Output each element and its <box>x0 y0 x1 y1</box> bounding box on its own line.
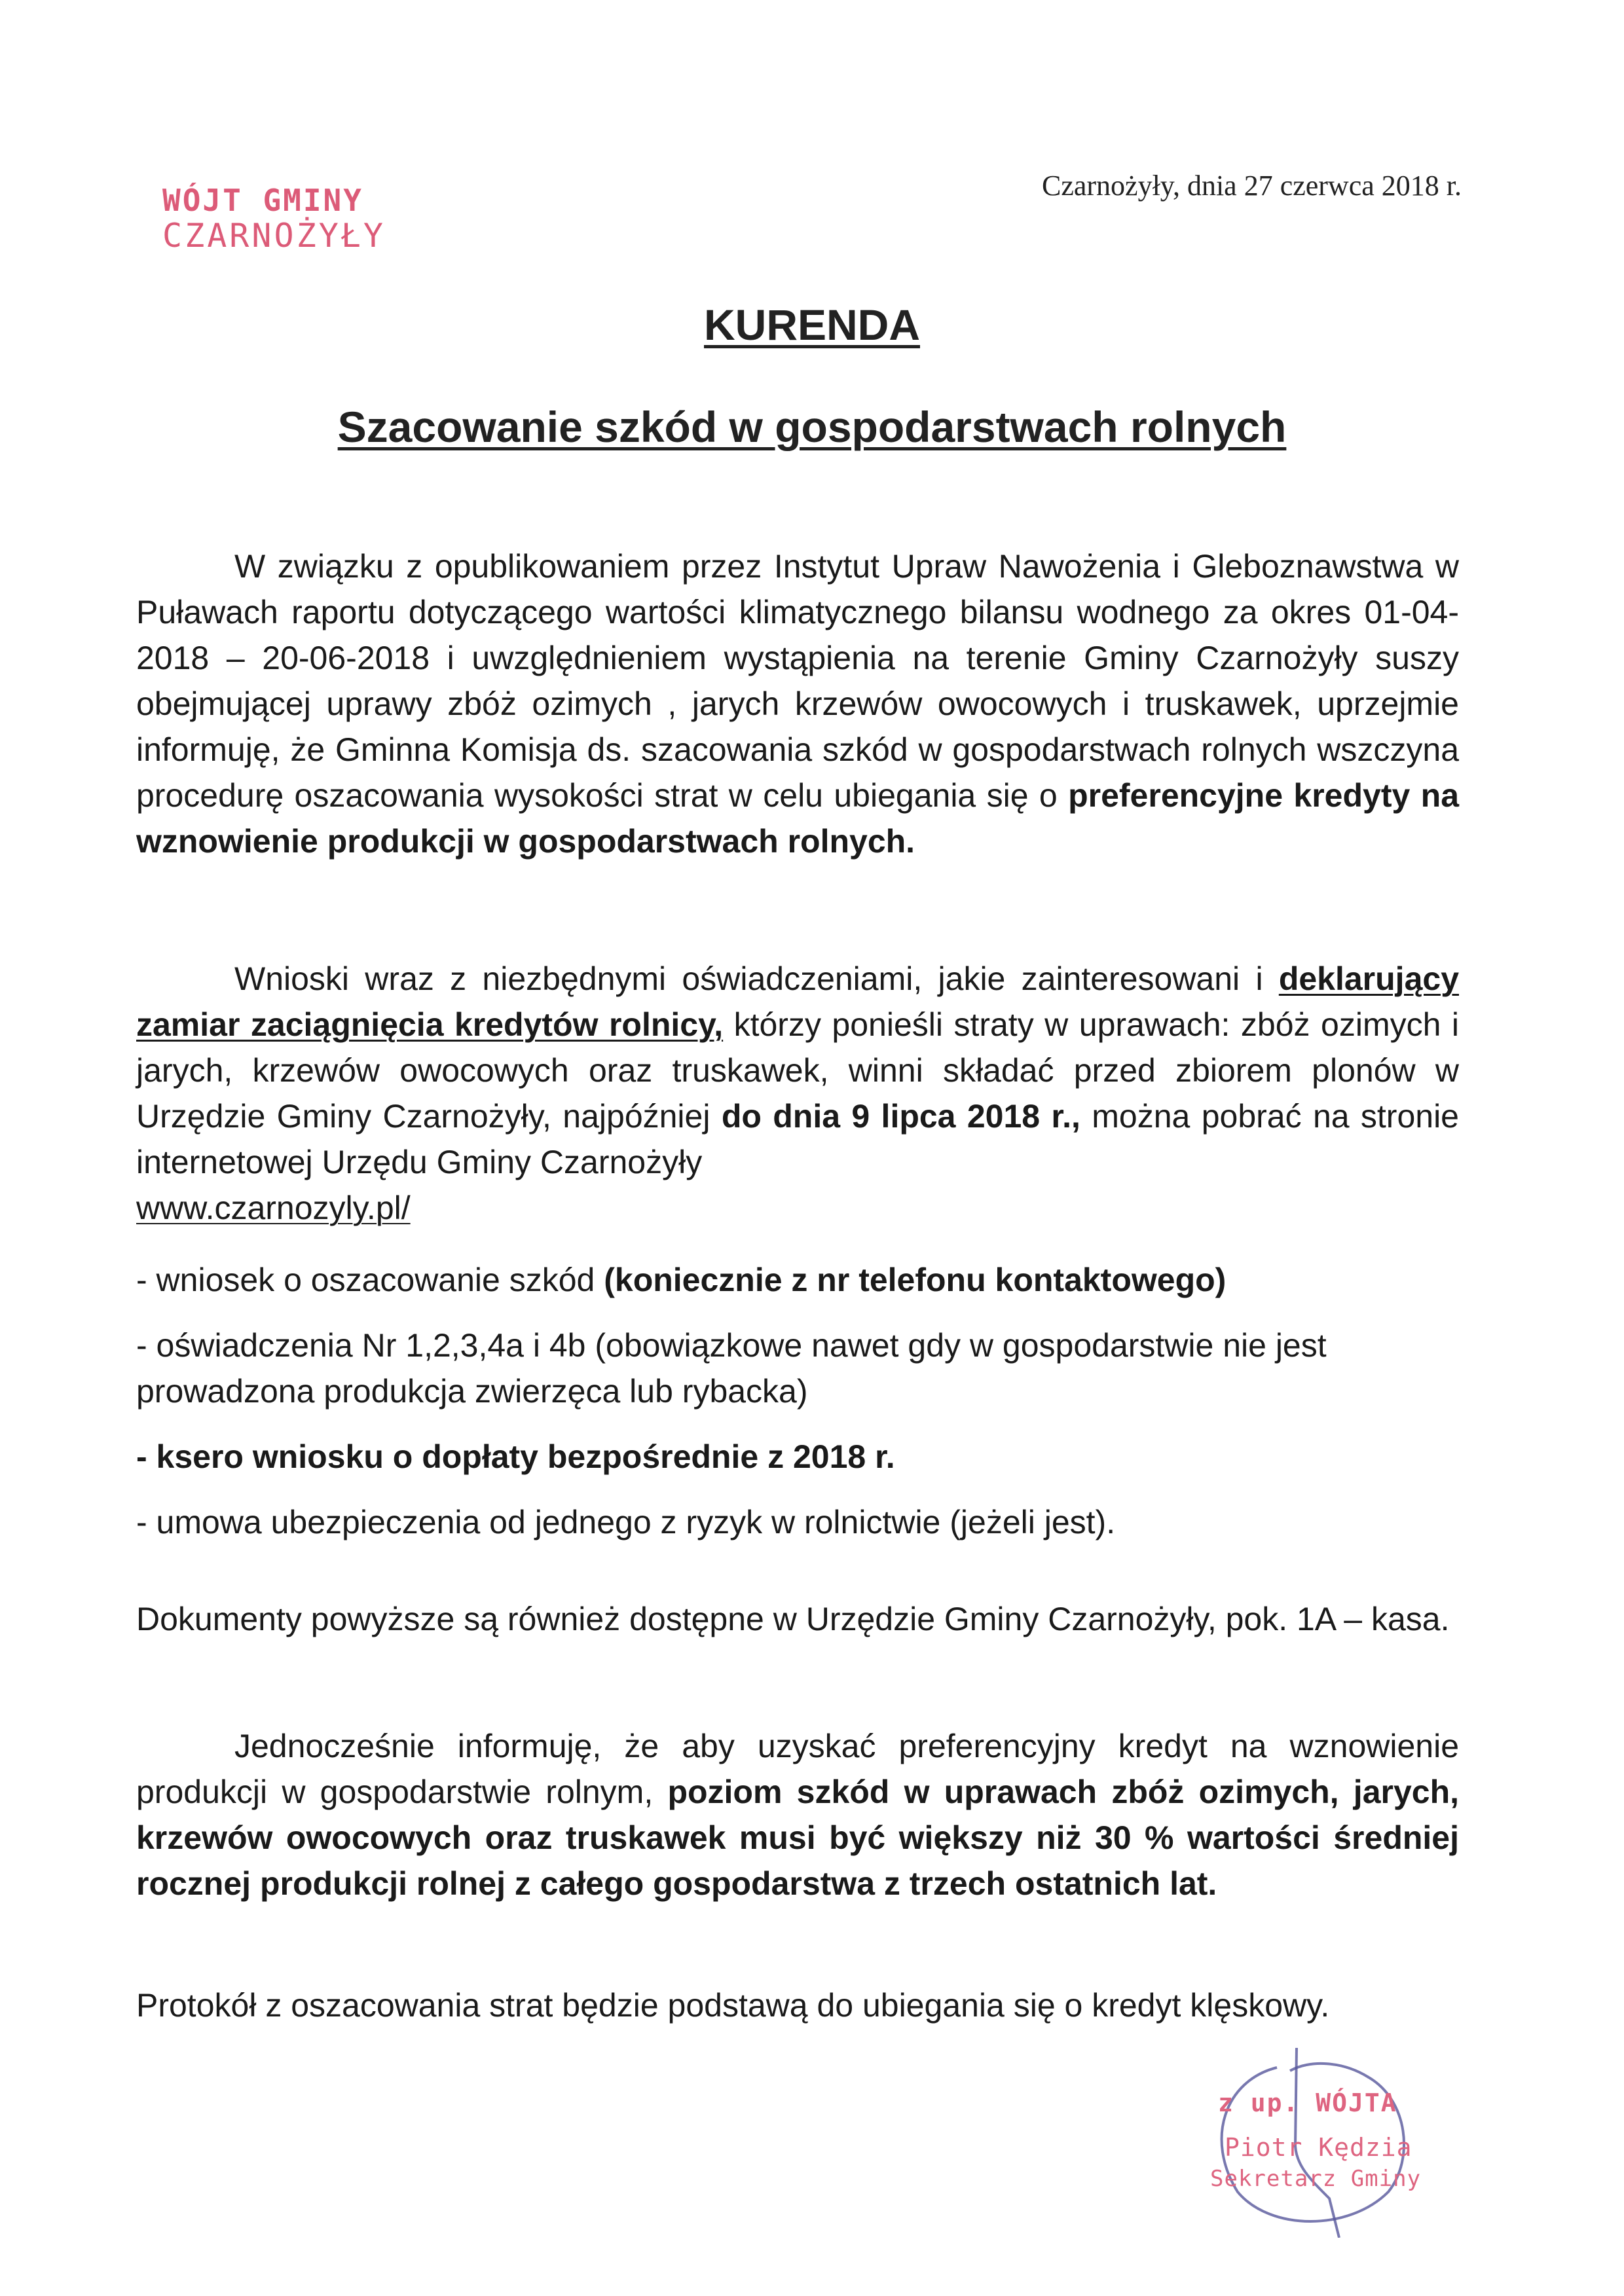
paragraph-1-bold: preferencyjne kredyty na wznowienie produkcji w gospodarstwach rolnych. <box>136 777 1460 860</box>
paragraph-5 <box>136 1982 1459 2028</box>
paragraph-2-deadline: do dnia 9 lipca 2018 r., <box>721 1098 1080 1135</box>
list-item-1-bold: (koniecznie z nr telefonu kontaktowego) <box>604 1262 1227 1298</box>
paragraph-1-text: W związku z opublikowaniem przez Instytut Upraw Nawożenia i Gleboznawstwa w Puławach raportu dotyczącego wartości klimatycznego bilansu wodnego za okres 01-04-2018 – 20-06-2018 i uwzględnieniem wystąpienia na terenie Gminy Czarnożyły suszy obejmującej uprawy zbóż ozimych , jarych krzewów owocowych i truskawek, uprzejmie informuję, że Gminna Komisja ds. szacowania szkód w gospodarstwach rolnych wszczyna procedurę oszacowania wysokości strat w celu ubiegania się o <box>136 548 1459 814</box>
date-place: Czarnożyły, dnia 27 czerwca 2018 r. <box>1041 170 1462 202</box>
list-item-4: - umowa ubezpieczenia od jednego z ryzyk w rolnictwie (jeżeli jest). <box>136 1504 1116 1540</box>
stamp-line-1: WÓJT GMINY <box>162 183 363 218</box>
signature-line-1: z up. WÓJTA <box>1218 2088 1397 2117</box>
paragraph-1 <box>136 543 1459 864</box>
stamp-line-2: CZARNOŻYŁY <box>162 217 386 255</box>
paragraph-2 <box>136 956 1459 1231</box>
paragraph-4-bold: poziom szkód w uprawach zbóż ozimych, jarych, krzewów owocowych oraz truskawek musi być większy niż 30 % wartości średniej rocznej produkcji rolnej z całego gospodarstwa z trzech ostatnich lat. <box>136 1774 1460 1902</box>
signature-stamp <box>1198 2041 1434 2238</box>
list-item-1-text: - wniosek o oszacowanie szkód <box>136 1262 604 1298</box>
list-item-2: - oświadczenia Nr 1,2,3,4a i 4b (obowiązkowe nawet gdy w gospodarstwie nie jest prowadzona produkcja zwierzęca lub rybacka) <box>136 1327 1327 1410</box>
paragraph-4-text: Jednocześnie informuję, że aby uzyskać preferencyjny kredyt na wznowienie produkcji w gospodarstwie rolnym, <box>136 1728 1459 1810</box>
documents-list <box>136 1257 1459 1545</box>
paragraph-2-text-c: można pobrać na stronie internetowej Urzędu Gminy Czarnożyły <box>136 1098 1459 1180</box>
paragraph-4 <box>136 1723 1459 1906</box>
paragraph-2-text-a: Wnioski wraz z niezbędnymi oświadczeniami, jakie zainteresowani i <box>234 960 1279 997</box>
list-item-1 <box>136 1257 1459 1303</box>
website-link[interactable]: www.czarnozyly.pl/ <box>136 1190 411 1226</box>
paragraph-3-text: Dokumenty powyższe są również dostępne w Urzędzie Gminy Czarnożyły, pok. 1A – kasa. <box>136 1601 1450 1637</box>
document-title: KURENDA <box>704 301 920 349</box>
list-item-3: - ksero wniosku o dopłaty bezpośrednie z 2018 r. <box>136 1438 895 1475</box>
document-subtitle: Szacowanie szkód w gospodarstwach rolnych <box>337 403 1287 451</box>
paragraph-2-underlined: deklarujący zamiar zaciągnięcia kredytów rolnicy, <box>136 960 1459 1043</box>
office-stamp <box>162 185 386 253</box>
paragraph-5-text: Protokół z oszacowania strat będzie podstawą do ubiegania się o kredyt klęskowy. <box>136 1987 1330 2024</box>
signature-line-3: Sekretarz Gminy <box>1210 2166 1422 2192</box>
paragraph-3 <box>136 1596 1459 1642</box>
signature-line-2: Piotr Kędzia <box>1225 2133 1412 2162</box>
paragraph-2-text-b: którzy ponieśli straty w uprawach: zbóż ozimych i jarych, krzewów owocowych oraz truskawek, winni składać przed zbiorem plonów w Urzędzie Gminy Czarnożyły, najpóźniej <box>136 1006 1459 1135</box>
